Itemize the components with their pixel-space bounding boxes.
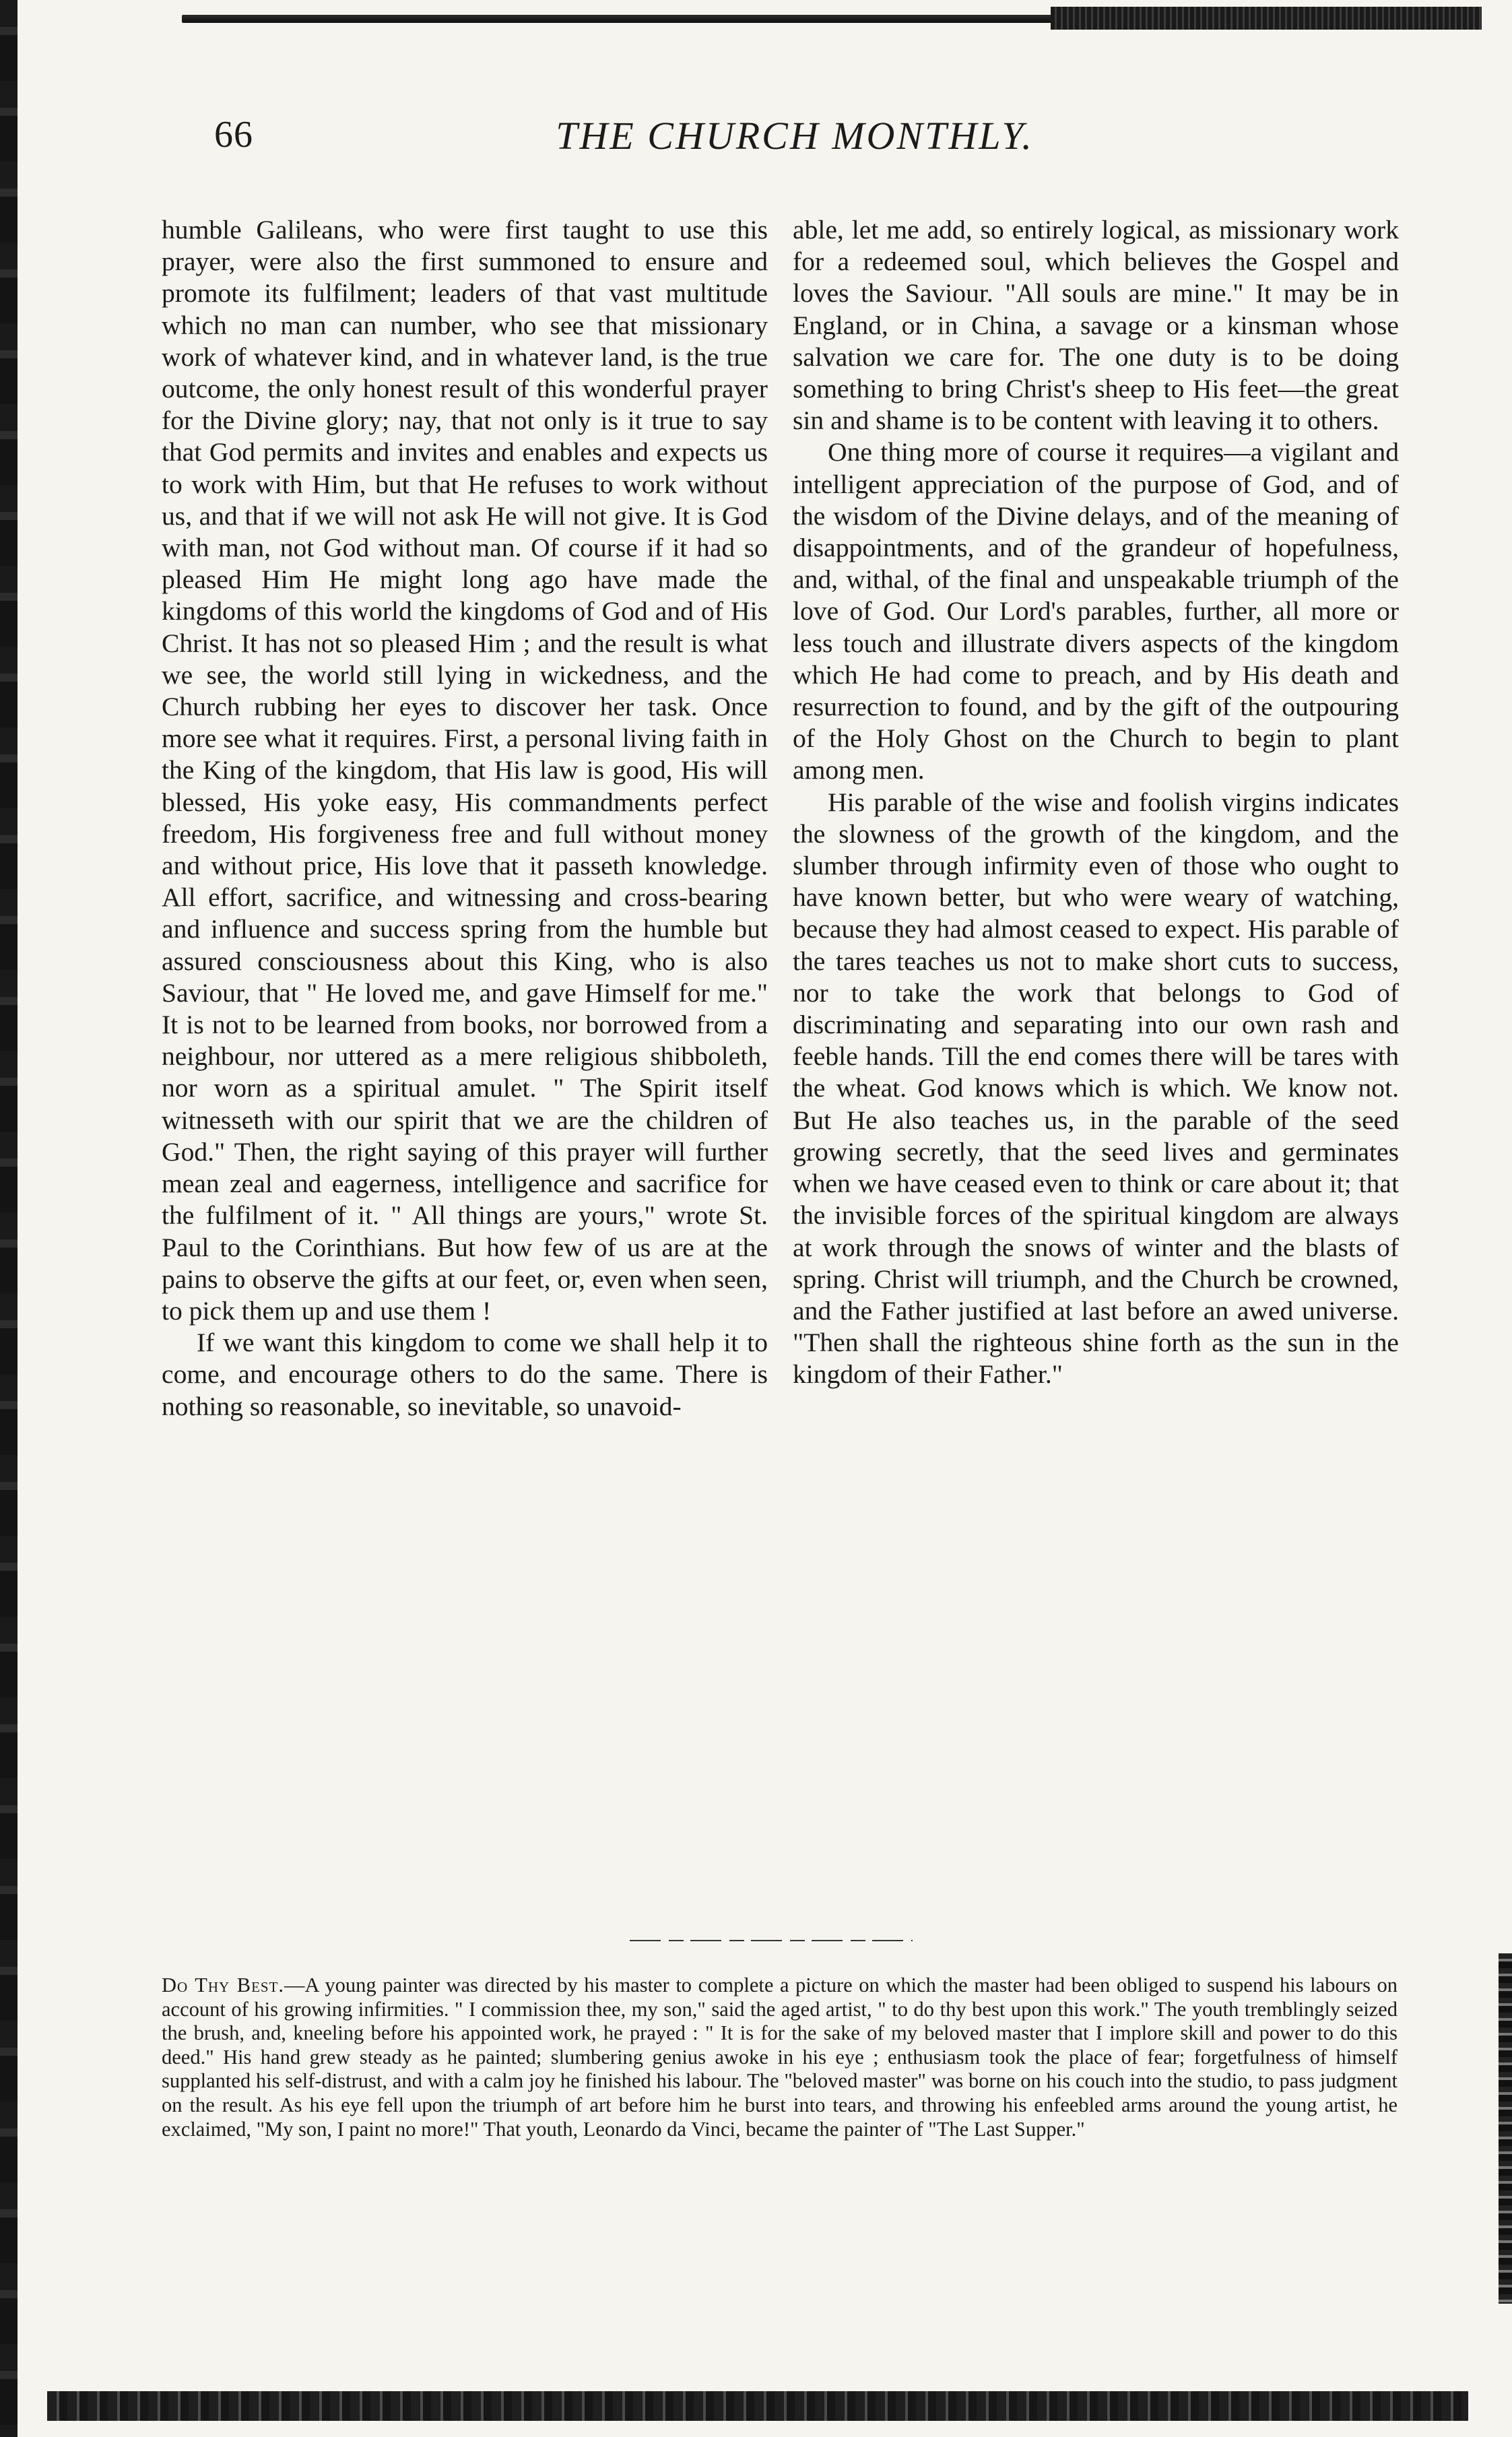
footnote-anecdote: [162, 1974, 1398, 2141]
bottom-rule: [47, 2391, 1468, 2421]
right-paragraph-3: His parable of the wise and foolish virgins indicates the slowness of the growth of the kingdom, and the slumber through infirmity even of those who ought to have known better, but who were weary of watching, because they had almost ceased to expect. His parable of the tares teaches us not to make short cuts to success, nor to take the work that belongs to God of discriminating and separating into our own rash and feeble hands. Till the end comes there will be tares with the wheat. God knows which is which. We know not. But He also teaches us, in the parable of the seed growing secretly, that the seed lives and germinates when we have ceased even to think or care about it; that the invisible forces of the spiritual kingdom are always at work through the snows of winter and the blasts of spring. Christ will triumph, and the Church be crowned, and the Father justified at last before an awed universe. "Then shall the righteous shine forth as the sun in the kingdom of their Father.": [793, 787, 1399, 1390]
right-paragraph-1: able, let me add, so entirely logical, as missionary work for a redeemed soul, which believes the Gospel and loves the Saviour. "All souls are mine." It may be in England, or in China, a savage or a kinsman whose salvation we care for. The one duty is to be doing something to bring Christ's sheep to His feet—the great sin and shame is to be content with leaving it to others.: [793, 215, 1399, 436]
page-number: 66: [214, 114, 253, 156]
right-column: [793, 214, 1399, 1391]
section-divider: [630, 1936, 913, 1945]
footnote-body: —A young painter was directed by his master to complete a picture on which the master had been obliged to suspend his labours on account of his growing infirmities. " I commission thee, my son," said the aged artist, " to do thy best upon this work." The youth tremblingly seized the brush, and, kneeling before his appointed work, he prayed : " It is for the sake of my beloved master that I implore skill and power to do this deed." His hand grew steady as he painted; slumbering genius awoke in his eye ; enthusiasm took the place of fear; forgetfulness of himself supplanted his self-distrust, and with a calm joy he finished his labour. The "beloved master" was borne on his couch into the studio, to pass judgment on the result. As his eye fell upon the triumph of art before him he burst into tears, and throwing his enfeebled arms around the young artist, he exclaimed, "My son, I paint no more!" That youth, Leonardo da Vinci, became the painter of "The Last Supper.": [162, 1974, 1398, 2141]
left-column: [162, 214, 768, 1423]
left-paragraph-1: humble Galileans, who were first taught to use this prayer, were also the first summoned to ensure and promote its fulfilment; leaders of that vast multitude which no man can number, who see that missionary work of whatever kind, and in whatever land, is the true outcome, the only honest result of this wonderful prayer for the Divine glory; nay, that not only is it true to say that God permits and invites and enables and expects us to work with Him, but that He refuses to work without us, and that if we will not ask He will not give. It is God with man, not God without man. Of course if it had so pleased Him He might long ago have made the kingdoms of this world the kingdoms of God and of His Christ. It has not so pleased Him ; and the result is what we see, the world still lying in wickedness, and the Church rubbing her eyes to discover her task. Once more see what it requires. First, a personal living faith in the King of the kingdom, that His law is good, His will blessed, His yoke easy, His commandments perfect freedom, His forgiveness free and full without money and without price, His love that it passeth knowledge. All effort, sacrifice, and witnessing and cross-bearing and influence and success spring from the humble but assured consciousness about this King, who is also Saviour, that " He loved me, and gave Himself for me." It is not to be learned from books, nor borrowed from a neighbour, nor uttered as a mere religious shibboleth, nor worn as a spiritual amulet. " The Spirit itself witnesseth with our spirit that we are the children of God." Then, the right saying of this prayer will further mean zeal and eagerness, intelligence and sacrifice for the fulfilment of it. " All things are yours," wrote St. Paul to the Corinthians. But how few of us are at the pains to observe the gifts at our feet, or, even when seen, to pick them up and use them !: [162, 215, 768, 1326]
left-paragraph-2: If we want this kingdom to come we shall help it to come, and encourage others to do the same. There is nothing so reasonable, so inevitable, so unavoid-: [162, 1328, 768, 1421]
scan-left-edge: [0, 0, 18, 2437]
scan-right-edge: [1499, 1953, 1512, 2304]
footnote-heading: Do Thy Best.: [162, 1974, 285, 1996]
right-paragraph-2: One thing more of course it requires—a vigilant and intelligent appreciation of the purpose of God, and of the wisdom of the Divine delays, and of the meaning of disappointments, and of the grandeur of hopefulness, and, withal, of the final and unspeakable triumph of the love of God. Our Lord's parables, further, all more or less touch and illustrate divers aspects of the kingdom which He had come to preach, and by His death and resurrection to found, and by the gift of the outpouring of the Holy Ghost on the Church to begin to plant among men.: [793, 437, 1399, 785]
page-header: [162, 113, 1428, 167]
running-title: THE CHURCH MONTHLY.: [556, 114, 1034, 158]
top-rule-scan-mark: [1051, 7, 1482, 30]
